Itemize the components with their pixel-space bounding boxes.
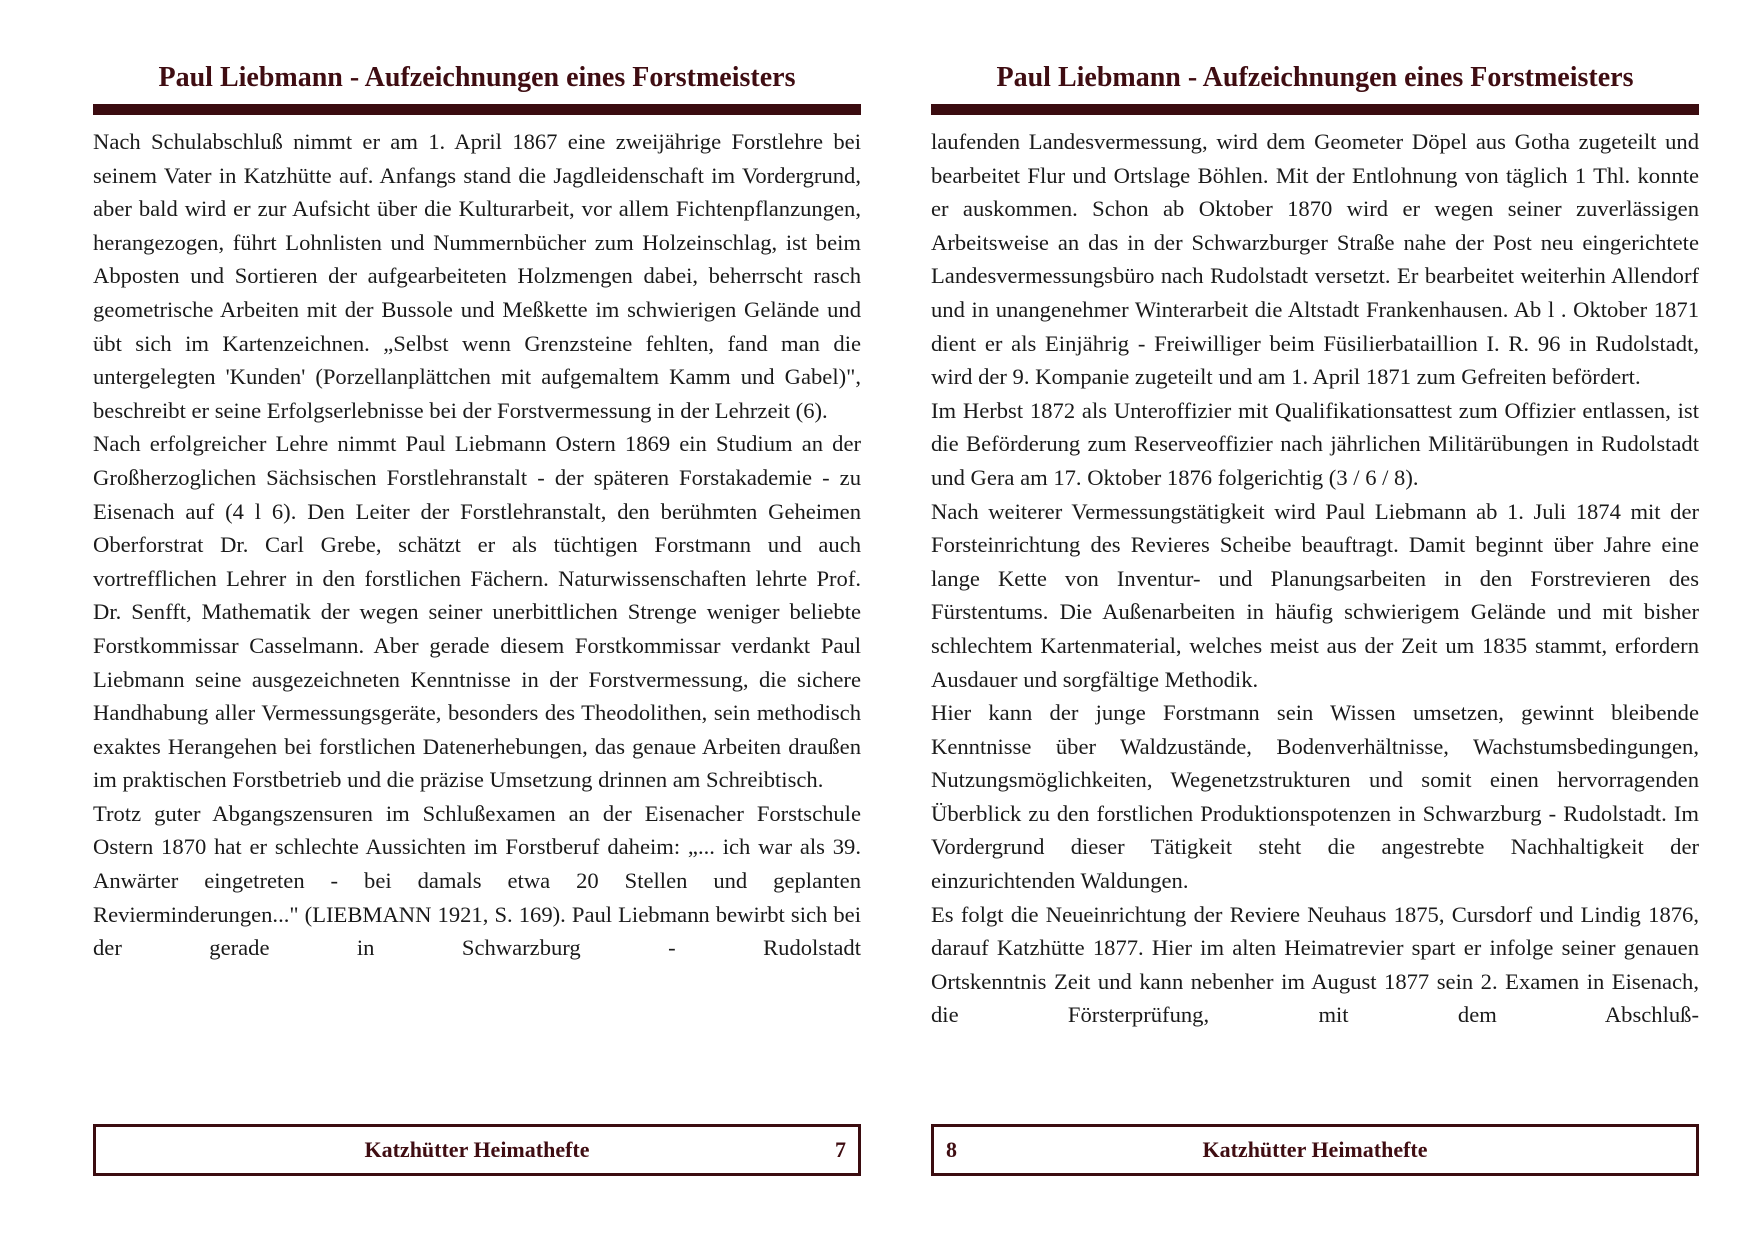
running-head: Paul Liebmann - Aufzeichnungen eines Forstmeisters <box>996 62 1634 93</box>
page-number: 7 <box>835 1137 846 1162</box>
paragraph: Trotz guter Abgangszensuren im Schlußexamen an der Eisenacher Forstschule Ostern 1870 hat er schlechte Aussichten im Forstberuf daheim: „... ich war als 39. Anwärter eingetreten - bei damals etwa 20 Stellen und geplanten Revierminderungen..." (LIEBMANN 1921, S. 169). Paul Liebmann bewirbt sich bei der gerade in Schwarzburg - Rudolstadt <box>93 800 861 961</box>
header-rule <box>93 104 861 115</box>
paragraph: Nach Schulabschluß nimmt er am 1. April 1867 eine zweijährige Forstlehre bei seinem Vater in Katzhütte auf. Anfangs stand die Jagdleidenschaft im Vordergrund, aber bald wird er zur Aufsicht über die Kulturarbeit, vor allem Fichtenpflanzungen, herangezogen, führt Lohnlisten und Nummernbücher zum Holzeinschlag, ist beim Abposten und Sortieren der aufgearbeiteten Holzmengen dabei, beherrscht rasch geometrische Arbeiten mit der Bussole und Meßkette im schwierigen Gelände und übt sich im Kartenzeichnen. „Selbst wenn Grenzsteine fehlten, fand man die untergelegten 'Kunden' (Porzellanplättchen mit aufgemaltem Kamm und Gabel)", beschreibt er seine Erfolgserlebnisse bei der Forstvermessung in der Lehrzeit (6). <box>93 129 861 423</box>
paragraph: Im Herbst 1872 als Unteroffizier mit Qualifikationsattest zum Offizier entlassen, ist die Beförderung zum Reserveoffizier nach jährlichen Militärübungen in Rudolstadt und Gera am 17. Oktober 1876 folgerichtig (3 / 6 / 8). <box>931 397 1699 490</box>
paragraph: Es folgt die Neueinrichtung der Reviere Neuhaus 1875, Cursdorf und Lindig 1876, darauf Katzhütte 1877. Hier im alten Heimatrevier spart er infolge seiner genauen Ortskenntnis Zeit und kann nebenher im August 1877 sein 2. Examen in Eisenach, die Försterprüfung, mit dem Abschluß- <box>931 901 1699 1028</box>
left-page <box>93 0 861 1240</box>
footer-box <box>931 1124 1699 1176</box>
paragraph: laufenden Landesvermessung, wird dem Geometer Döpel aus Gotha zugeteilt und bearbeitet Flur und Ortslage Böhlen. Mit der Entlohnung von täglich 1 Thl. konnte er auskommen. Schon ab Oktober 1870 wird er wegen seiner zuverlässigen Arbeitsweise an das in der Schwarzburger Straße nahe der Post neu eingerichtete Landesvermessungsbüro nach Rudolstadt versetzt. Er bearbeitet weiterhin Allendorf und in unangenehmer Winterarbeit die Altstadt Frankenhausen. Ab l . Oktober 1871 dient er als Einjährig - Freiwilliger beim Füsilierbataillion I. R. 96 in Rudolstadt, wird der 9. Kompanie zugeteilt und am 1. April 1871 zum Gefreiten befördert. <box>931 129 1699 390</box>
paragraph: Nach weiterer Vermessungstätigkeit wird Paul Liebmann ab 1. Juli 1874 mit der Forsteinrichtung des Revieres Scheibe beauftragt. Damit beginnt über Jahre eine lange Kette von Inventur- und Planungsarbeiten in den Forstrevieren des Fürstentums. Die Außenarbeiten in häufig schwierigem Gelände und mit bisher schlechtem Kartenmaterial, welches meist aus der Zeit um 1835 stammt, erfordern Ausdauer und sorgfältige Methodik. <box>931 498 1699 692</box>
body-text <box>931 125 1699 1095</box>
footer-title: Katzhütter Heimathefte <box>1202 1137 1428 1162</box>
body-text <box>93 125 861 1095</box>
footer-title: Katzhütter Heimathefte <box>364 1137 590 1162</box>
header-rule <box>931 104 1699 115</box>
paragraph: Nach erfolgreicher Lehre nimmt Paul Liebmann Ostern 1869 ein Studium an der Großherzoglichen Sächsischen Forstlehranstalt - der späteren Forstakademie - zu Eisenach auf (4 l 6). Den Leiter der Forstlehranstalt, den berühmten Geheimen Oberforstrat Dr. Carl Grebe, schätzt er als tüchtigen Forstmann und auch vortrefflichen Lehrer in den forstlichen Fächern. Naturwissenschaften lehrte Prof. Dr. Senfft, Mathematik der wegen seiner unerbittlichen Strenge weniger beliebte Forstkommissar Casselmann. Aber gerade diesem Forstkommissar verdankt Paul Liebmann seine ausgezeichneten Kenntnisse in der Forstvermessung, die sichere Handhabung aller Vermessungsgeräte, besonders des Theodolithen, sein methodisch exaktes Herangehen bei forstlichen Datenerhebungen, das genaue Arbeiten draußen im praktischen Forstbetrieb und die präzise Umsetzung drinnen am Schreibtisch. <box>93 431 861 793</box>
footer-box <box>93 1124 861 1176</box>
page-number: 8 <box>946 1137 957 1162</box>
paragraph: Hier kann der junge Forstmann sein Wissen umsetzen, gewinnt bleibende Kenntnisse über Waldzustände, Bodenverhältnisse, Wachstumsbedingungen, Nutzungsmöglichkeiten, Wegenetzstrukturen und somit einen hervorragenden Überblick zu den forstlichen Produktionspotenzen in Schwarzburg - Rudolstadt. Im Vordergrund dieser Tätigkeit steht die angestrebte Nachhaltigkeit der einzurichtenden Waldungen. <box>931 700 1699 894</box>
running-head: Paul Liebmann - Aufzeichnungen eines Forstmeisters <box>158 62 796 93</box>
right-page <box>931 0 1699 1240</box>
